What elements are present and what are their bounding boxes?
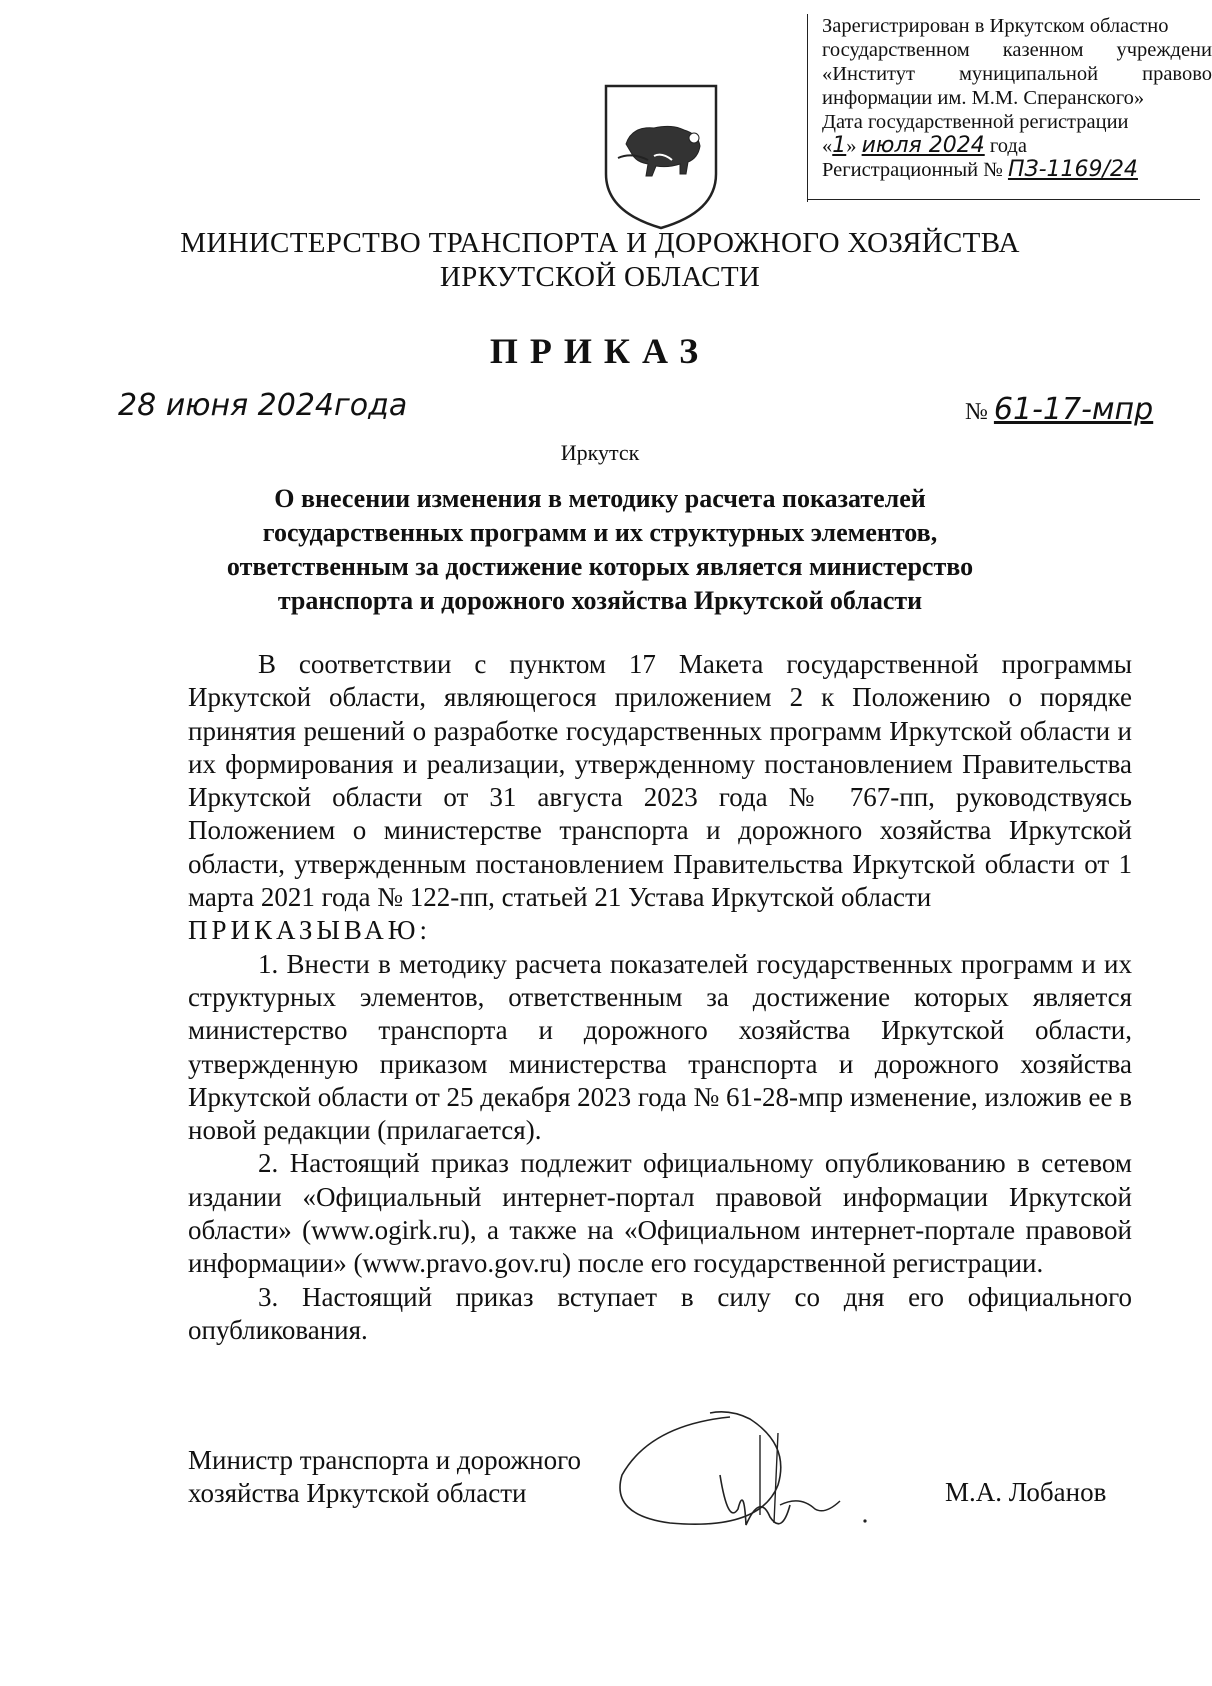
stamp-line bbox=[822, 62, 1212, 86]
document-type-title: ПРИКАЗ bbox=[489, 331, 711, 371]
handwritten-signature bbox=[610, 1405, 920, 1545]
stamp-quote: « bbox=[822, 135, 833, 157]
signatory-title-line: хозяйства Иркутской области bbox=[188, 1478, 527, 1508]
stamp-word: государственном bbox=[822, 39, 970, 61]
heading-line: государственных программ и их структурных элементов, bbox=[262, 518, 938, 547]
coat-of-arms-icon bbox=[602, 82, 720, 232]
heading-line: транспорта и дорожного хозяйства Иркутской области bbox=[277, 586, 923, 615]
preamble-paragraph: В соответствии с пунктом 17 Макета государственной программы Иркутской области, являющегося приложением 2 к Положению о порядке принятия решений о разработке государственных программ Иркутской области и их формирования и реализации, утвержденному постановлением Правительства Иркутской области от 31 августа 2023 года № 767-пп, руководствуясь Положением о министерстве транспорта и дорожного хозяйства Иркутской области, утвержденным постановлением Правительства Иркутской области от 1 марта 2021 года № 122-пп, статьей 21 Устава Иркутской области bbox=[188, 649, 1132, 913]
registration-stamp bbox=[807, 14, 1212, 202]
stamp-word: учреждени bbox=[1116, 39, 1212, 61]
handwritten-number: 61-17-мпр bbox=[993, 392, 1154, 427]
stamp-reg-line bbox=[822, 158, 1200, 182]
stamp-date-day: 1 bbox=[832, 133, 847, 158]
stamp-word: муниципальной bbox=[958, 63, 1099, 85]
stamp-date-suffix: года bbox=[989, 135, 1027, 157]
order-item-2: 2. Настоящий приказ подлежит официальному опубликованию в сетевом издании «Официальный интернет-портал правовой информации Иркутской области» (www.ogirk.ru), а также на «Официальном интернет-портале правовой информации» (www.pravo.gov.ru) после его государственной регистрации. bbox=[188, 1148, 1132, 1279]
ministry-name-line1: МИНИСТЕРСТВО ТРАНСПОРТА И ДОРОЖНОГО ХОЗЯЙСТВА bbox=[180, 227, 1020, 259]
stamp-word: правово bbox=[1142, 63, 1212, 85]
order-item-3: 3. Настоящий приказ вступает в силу со дня его официального опубликования. bbox=[188, 1281, 1132, 1345]
handwritten-date: 28 июня 2024года bbox=[118, 388, 408, 423]
stamp-line: информации им. М.М. Сперанского» bbox=[822, 87, 1145, 109]
ministry-name-line2: ИРКУТСКОЙ ОБЛАСТИ bbox=[439, 261, 761, 293]
stamp-reg-label: Регистрационный № bbox=[822, 159, 1003, 181]
stamp-date-line bbox=[822, 134, 1200, 158]
stamp-reg-number: ПЗ-1169/24 bbox=[1007, 157, 1138, 182]
order-number bbox=[965, 392, 1153, 427]
stamp-rule bbox=[808, 199, 1200, 200]
signatory-name: М.А. Лобанов bbox=[945, 1477, 1107, 1507]
document-heading bbox=[150, 482, 1050, 618]
stamp-line bbox=[822, 38, 1212, 62]
number-label: № bbox=[965, 399, 988, 425]
document-body bbox=[188, 648, 1132, 1347]
stamp-word: казенном bbox=[1002, 39, 1084, 61]
signatory-title-line: Министр транспорта и дорожного bbox=[188, 1445, 581, 1475]
stamp-word: «Институт bbox=[822, 63, 915, 85]
stamp-line: Зарегистрирован в Иркутском областно bbox=[822, 15, 1169, 37]
heading-line: О внесении изменения в методику расчета показателей bbox=[274, 484, 926, 513]
city-name: Иркутск bbox=[560, 440, 640, 465]
order-item-1: 1. Внести в методику расчета показателей государственных программ и их структурных элементов, ответственным за достижение которых является министерство транспорта и дорожного хозяйства Иркутской области, утвержденную приказом министерства транспорта и дорожного хозяйства Иркутской области от 25 декабря 2023 года № 61-28-мпр изменение, изложив ее в новой редакции (прилагается). bbox=[188, 948, 1132, 1146]
heading-line: ответственным за достижение которых является министерство bbox=[226, 552, 974, 581]
signatory-title bbox=[188, 1444, 581, 1510]
stamp-date-month-year: июля 2024 bbox=[861, 133, 985, 158]
stamp-quote: » bbox=[846, 135, 857, 157]
stamp-line: Дата государственной регистрации bbox=[822, 111, 1129, 133]
order-word: ПРИКАЗЫВАЮ: bbox=[188, 915, 431, 946]
